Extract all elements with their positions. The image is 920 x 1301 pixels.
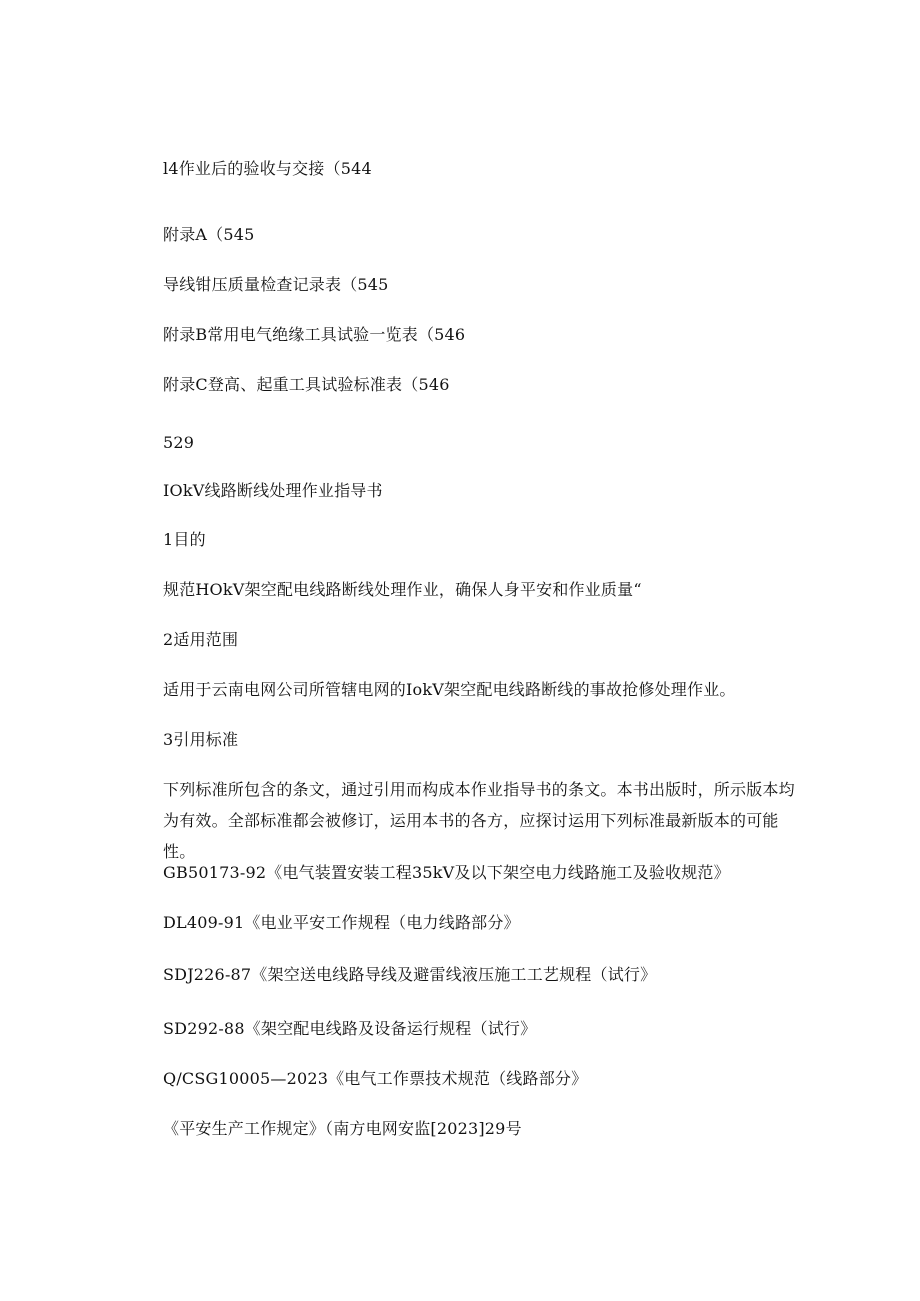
toc-appendix-b: 附录B常用电气绝缘工具试验一览表（546 [163,325,466,344]
toc-appendix-a: 附录A（545 [163,225,255,244]
section-refs-text: 下列标准所包含的条文，通过引用而构成本作业指导书的条文。本书出版时，所示版本均为有效。全部标准都会被修订，运用本书的各方，应探讨运用下列标准最新版本的可能性。 [163,780,795,861]
reference-item: 《平安生产工作规定》（南方电网安监[2023]29号 [163,1119,522,1138]
reference-item: GB50173-92《电气装置安装工程35kV及以下架空电力线路施工及验收规范》 [163,863,730,882]
section-purpose-text: 规范HOkV架空配电线路断线处理作业，确保人身平安和作业质量“ [163,580,642,599]
toc-item-14: l4作业后的验收与交接（544 [163,159,372,178]
document-title: IOkV线路断线处理作业指导书 [163,481,383,500]
section-refs-heading: 3引用标准 [163,730,239,749]
toc-appendix-a-table: 导线钳压质量检查记录表（545 [163,275,389,294]
page-number: 529 [163,433,195,452]
toc-appendix-c: 附录C登高、起重工具试验标准表（546 [163,375,450,394]
section-purpose-heading: 1目的 [163,530,206,549]
section-scope-heading: 2适用范围 [163,630,239,649]
reference-item: DL409-91《电业平安工作规程（电力线路部分》 [163,913,520,932]
reference-item: SDJ226-87《架空送电线路导线及避雷线液压施工工艺规程（试行》 [163,965,657,984]
reference-item: SD292-88《架空配电线路及设备运行规程（试行》 [163,1019,537,1038]
section-scope-text: 适用于云南电网公司所管辖电网的IokV架空配电线路断线的事故抢修处理作业。 [163,680,736,699]
reference-item: Q/CSG10005—2023《电气工作票技术规范（线路部分》 [163,1069,588,1088]
